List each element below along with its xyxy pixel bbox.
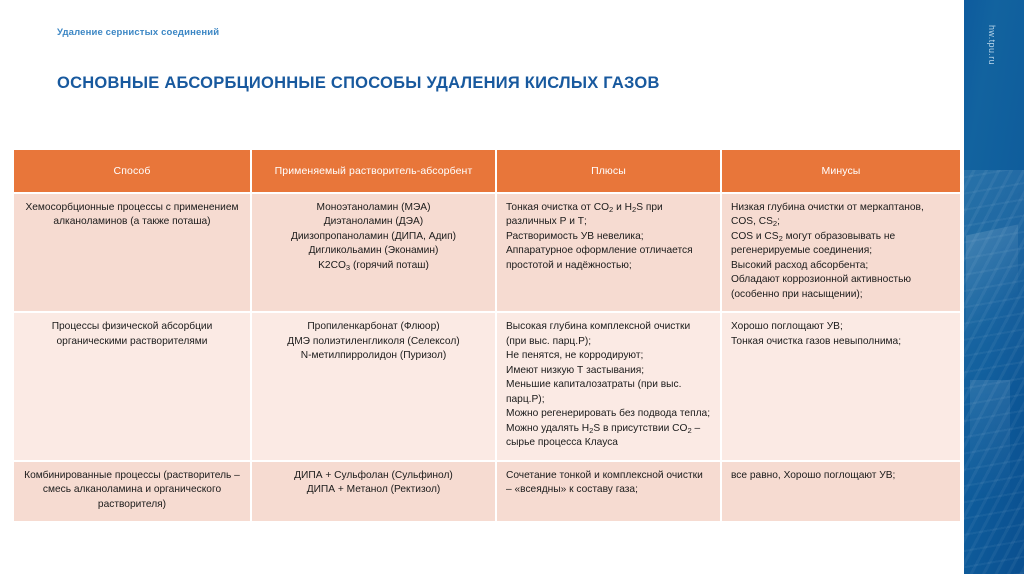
decorative-side-band: [960, 0, 1024, 574]
cell-cons: все равно, Хорошо поглощают УВ;: [722, 460, 960, 521]
cell-method: Комбинированные процессы (растворитель – смесь алканоламина и органического растворителя): [14, 460, 252, 521]
cell-pros: Тонкая очистка от $CO_2$ и $H_2S$ при различных Р и Т; Растворимость УВ невелика; Аппаратурное оформление отличается простотой и надёжностью;: [497, 192, 722, 311]
table-row: [14, 192, 960, 311]
cell-solvent: Пропиленкарбонат (Флюор) ДМЭ полиэтиленгликоля (Селексол) N-метилпирролидон (Пуризол): [252, 311, 497, 459]
column-header-solvent: Применяемый растворитель-абсорбент: [252, 150, 497, 192]
cell-pros: Сочетание тонкой и комплексной очистки – «всеядны» к составу газа;: [497, 460, 722, 521]
column-header-method: Способ: [14, 150, 252, 192]
cell-cons: Низкая глубина очистки от меркаптанов, COS, $CS_2$; COS и $CS_2$ могут образовывать не регенерируемые соединения; Высокий расход абсорбента; Обладают коррозионной активностью (особенно при насыщении);: [722, 192, 960, 311]
table-header-row: [14, 150, 960, 192]
cell-cons: Хорошо поглощают УВ; Тонкая очистка газов невыполнима;: [722, 311, 960, 459]
table-row: [14, 460, 960, 521]
cell-pros: Высокая глубина комплексной очистки (при выс. парц.Р); Не пенятся, не корродируют; Имеют низкую Т застывания; Меньшие капиталозатраты (при выс. парц.Р); Можно регенерировать без подвода тепла; Можно удалять $H_2S$ в присутствии $CO_2$ – сырье процесса Клауса: [497, 311, 722, 459]
slide-eyebrow: Удаление сернистых соединений: [57, 27, 220, 38]
cell-method: Процессы физической абсорбции органическими растворителями: [14, 311, 252, 459]
watermark-url: hw.tpu.ru: [987, 24, 997, 66]
cell-solvent: Моноэтаноламин (МЭА) Диэтаноламин (ДЭА) Диизопропаноламин (ДИПА, Адип) Дигликольамин (Эконамин) $K2CO_3$ (горячий поташ): [252, 192, 497, 311]
band-photo-highlight-lower: [970, 380, 1010, 530]
absorption-methods-table: [14, 150, 960, 521]
column-header-pros: Плюсы: [497, 150, 722, 192]
band-photo-highlight: [966, 224, 1018, 355]
page-title: ОСНОВНЫЕ АБСОРБЦИОННЫЕ СПОСОБЫ УДАЛЕНИЯ КИСЛЫХ ГАЗОВ: [57, 74, 660, 92]
column-header-cons: Минусы: [722, 150, 960, 192]
cell-method: Хемосорбционные процессы с применением алканоламинов (а также поташа): [14, 192, 252, 311]
table-row: [14, 311, 960, 459]
cell-solvent: ДИПА + Сульфолан (Сульфинол) ДИПА + Метанол (Ректизол): [252, 460, 497, 521]
